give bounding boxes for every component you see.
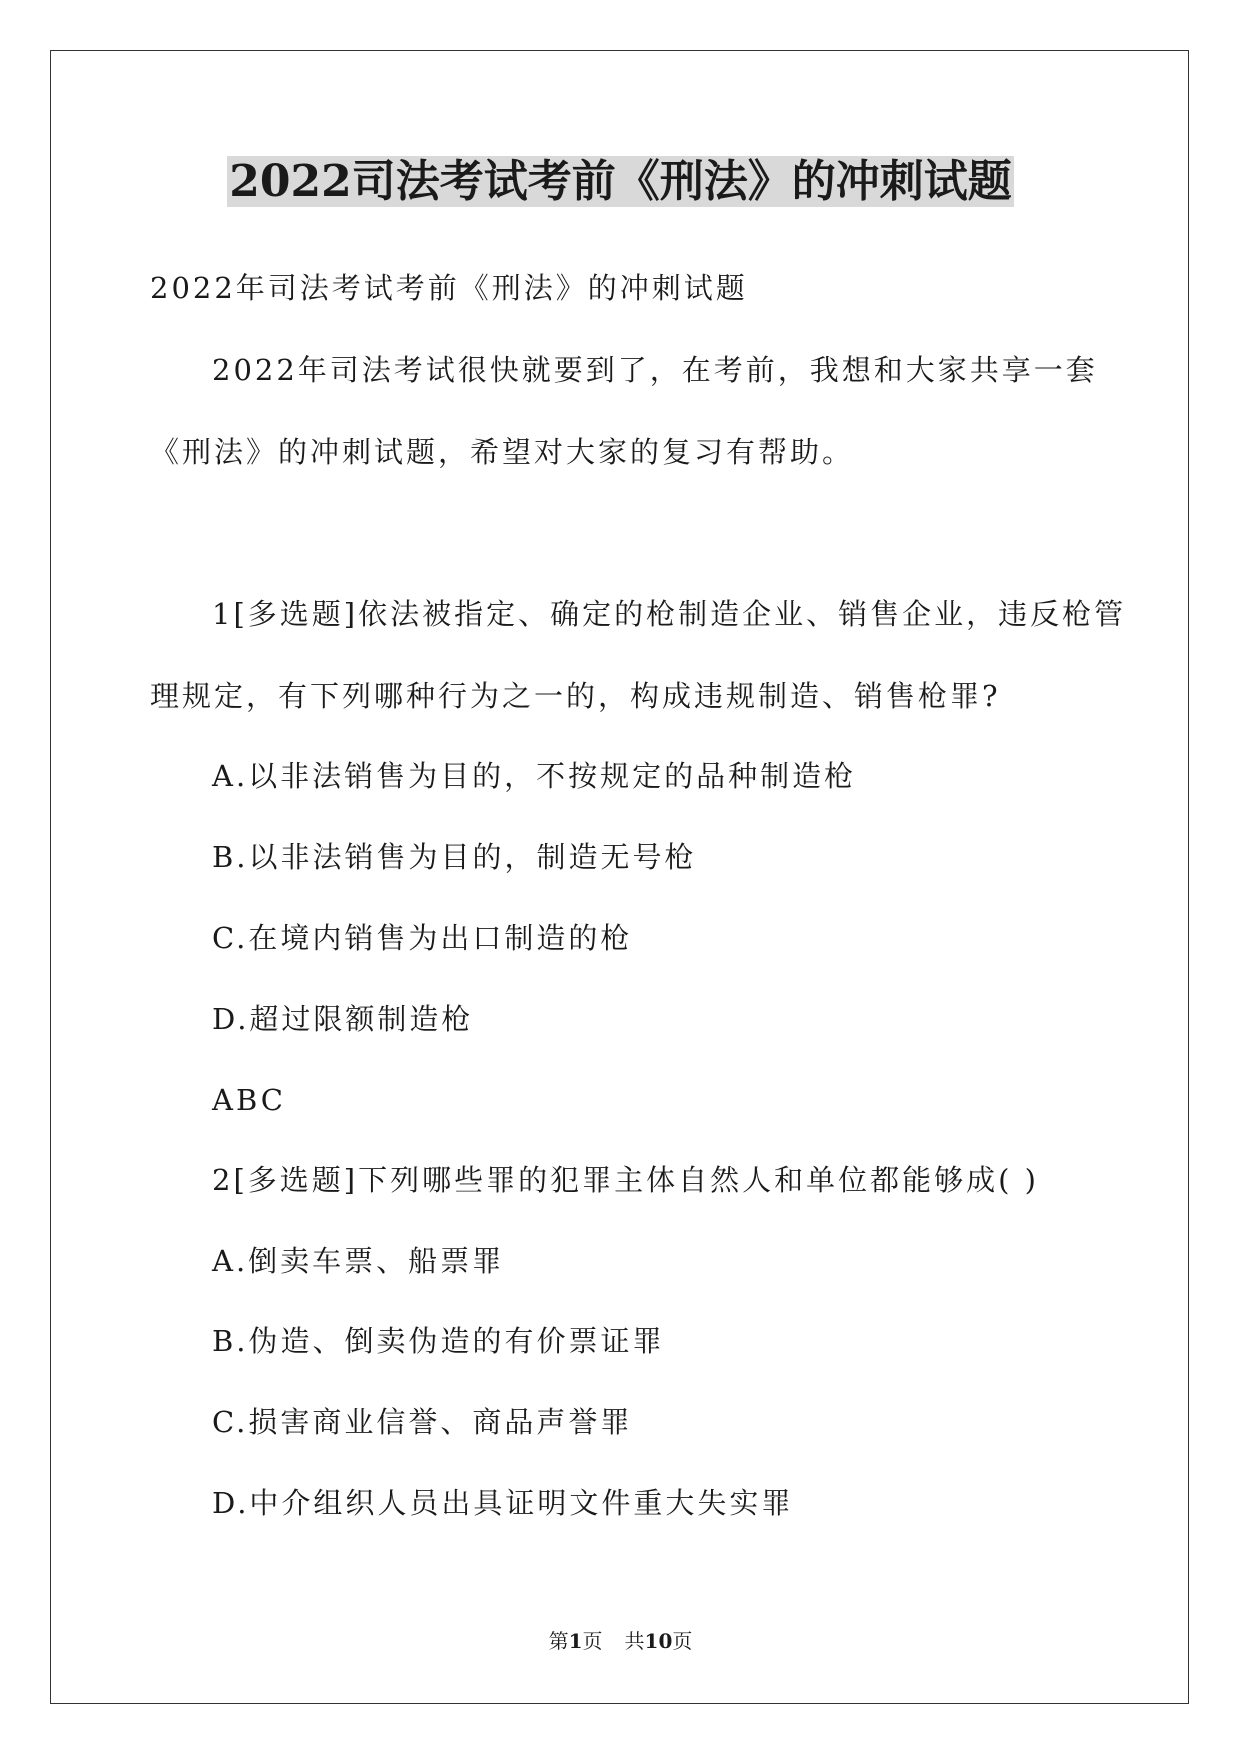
intro-line-1: 2022年司法考试很快就要到了，在考前，我想和大家共享一套: [212, 353, 1098, 387]
total-pages: 10: [644, 1629, 673, 1653]
question-2-option-c: C.损害商业信誉、商品声誉罪: [212, 1405, 633, 1439]
question-1-option-b: B.以非法销售为目的，制造无号枪: [212, 840, 697, 874]
question-2-option-d: D.中介组织人员出具证明文件重大失实罪: [212, 1486, 794, 1520]
page-number: 1: [568, 1629, 583, 1653]
document-title-text: 2022司法考试考前《刑法》的冲刺试题: [229, 156, 1012, 207]
question-1-stem-line-1: 1[多选题]依法被指定、确定的枪制造企业、销售企业，违反枪管: [212, 597, 1127, 631]
intro-line-2: 《刑法》的冲刺试题，希望对大家的复习有帮助。: [150, 435, 855, 469]
page-suffix: 页: [582, 1629, 603, 1653]
question-1-option-a: A.以非法销售为目的，不按规定的品种制造枪: [212, 759, 857, 793]
total-prefix: 共: [624, 1629, 645, 1653]
document-title: [0, 152, 1241, 212]
total-suffix: 页: [672, 1629, 693, 1653]
question-1-stem-line-2: 理规定，有下列哪种行为之一的，构成违规制造、销售枪罪?: [150, 679, 1001, 713]
question-2-option-a: A.倒卖车票、船票罪: [212, 1244, 505, 1278]
question-1-answer: ABC: [212, 1083, 286, 1117]
page-prefix: 第: [548, 1629, 569, 1653]
question-1-option-c: C.在境内销售为出口制造的枪: [212, 921, 633, 955]
question-2-option-b: B.伪造、倒卖伪造的有价票证罪: [212, 1324, 665, 1358]
question-2-stem-line-1: 2[多选题]下列哪些罪的犯罪主体自然人和单位都能够成( ): [212, 1163, 1039, 1197]
page-footer: [0, 1627, 1241, 1655]
question-1-option-d: D.超过限额制造枪: [212, 1002, 474, 1036]
document-subtitle: 2022年司法考试考前《刑法》的冲刺试题: [150, 271, 748, 305]
